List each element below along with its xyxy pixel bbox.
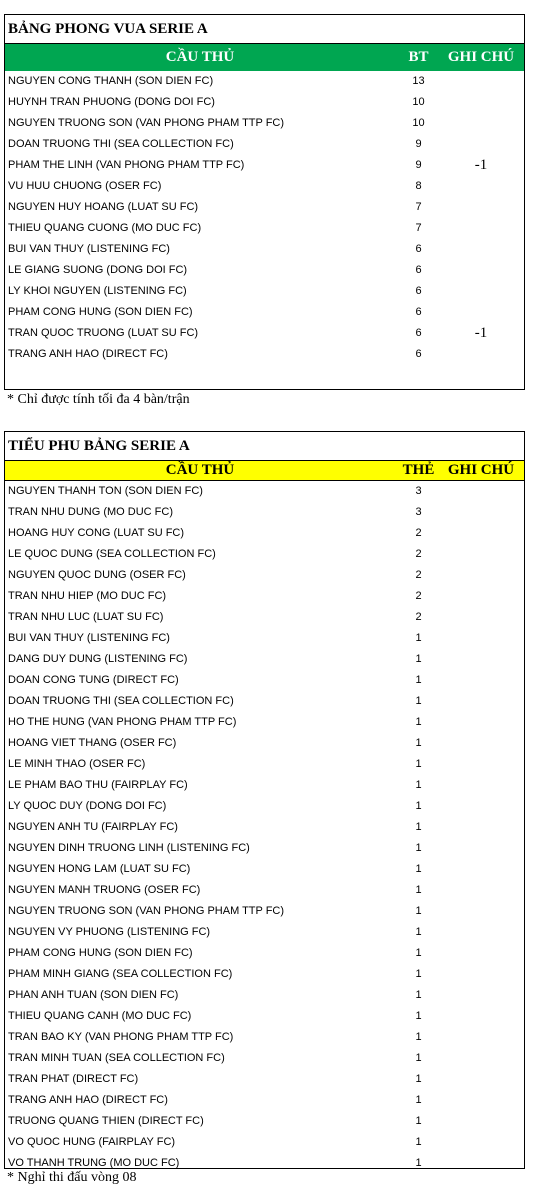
table-row: [5, 964, 524, 985]
value-cell: 1: [415, 947, 422, 959]
note-cell: [442, 218, 524, 239]
table-row: [5, 985, 524, 1006]
table-row: [5, 239, 524, 260]
value-cell: 1: [415, 1031, 422, 1043]
player-cell: NGUYEN TRUONG SON (VAN PHONG PHAM TTP FC): [8, 905, 285, 917]
value-cell: 1: [415, 632, 422, 644]
header-goals: BT: [408, 49, 429, 65]
value-cell: 1: [415, 1094, 422, 1106]
player-cell: TRUONG QUANG THIEN (DIRECT FC): [8, 1115, 204, 1127]
player-cell: DOAN CONG TUNG (DIRECT FC): [8, 674, 179, 686]
table-row: [5, 796, 524, 817]
table-row: [5, 1069, 524, 1090]
table-row: [5, 649, 524, 670]
note-cell: [442, 943, 524, 964]
player-cell: VO QUOC HUNG (FAIRPLAY FC): [8, 1136, 176, 1148]
player-cell: DOAN TRUONG THI (SEA COLLECTION FC): [8, 138, 234, 150]
table-row: [5, 859, 524, 880]
value-cell: 2: [415, 611, 422, 623]
table-row: [5, 71, 524, 92]
table-row: [5, 344, 524, 365]
player-cell: NGUYEN HONG LAM (LUAT SU FC): [8, 863, 191, 875]
value-cell: 1: [415, 779, 422, 791]
value-cell: 1: [415, 884, 422, 896]
value-cell: 1: [415, 1010, 422, 1022]
player-cell: TRAN BAO KY (VAN PHONG PHAM TTP FC): [8, 1031, 234, 1043]
top-scorers-table: [4, 14, 525, 390]
player-cell: NGUYEN THANH TON (SON DIEN FC): [8, 485, 203, 497]
top-scorers-header-row: [5, 44, 524, 71]
note-cell: [442, 344, 524, 365]
cards-rows: [5, 481, 524, 1174]
note-cell: [442, 1090, 524, 1111]
player-cell: NGUYEN DINH TRUONG LINH (LISTENING FC): [8, 842, 250, 854]
value-cell: 1: [415, 737, 422, 749]
note-cell: [442, 1069, 524, 1090]
note-cell: [442, 134, 524, 155]
note-cell: [442, 838, 524, 859]
table-row: [5, 502, 524, 523]
player-cell: HO THE HUNG (VAN PHONG PHAM TTP FC): [8, 716, 237, 728]
value-cell: 2: [415, 569, 422, 581]
note-cell: [442, 544, 524, 565]
value-cell: 1: [415, 842, 422, 854]
table-row: [5, 838, 524, 859]
value-cell: 2: [415, 548, 422, 560]
value-cell: 7: [415, 222, 422, 234]
player-cell: PHAM MINH GIANG (SEA COLLECTION FC): [8, 968, 233, 980]
note-cell: [442, 481, 524, 502]
table-row: [5, 260, 524, 281]
cards-footnote: * Nghỉ thi đấu vòng 08: [7, 1170, 137, 1185]
note-cell: [442, 901, 524, 922]
player-cell: NGUYEN QUOC DUNG (OSER FC): [8, 569, 186, 581]
table-row: [5, 302, 524, 323]
player-cell: TRAN NHU DUNG (MO DUC FC): [8, 506, 173, 518]
value-cell: 2: [415, 590, 422, 602]
value-cell: 1: [415, 968, 422, 980]
player-cell: LE GIANG SUONG (DONG DOI FC): [8, 264, 188, 276]
cards-header-row: [5, 461, 524, 481]
table-row: [5, 155, 524, 176]
player-cell: DANG DUY DUNG (LISTENING FC): [8, 653, 188, 665]
player-cell: TRANG ANH HAO (DIRECT FC): [8, 348, 168, 360]
cards-table: [4, 431, 525, 1169]
table-row: [5, 523, 524, 544]
value-cell: 13: [412, 75, 425, 87]
player-cell: LE QUOC DUNG (SEA COLLECTION FC): [8, 548, 216, 560]
player-cell: NGUYEN VY PHUONG (LISTENING FC): [8, 926, 211, 938]
note-cell: [442, 523, 524, 544]
note-cell: [442, 502, 524, 523]
table-row: [5, 544, 524, 565]
player-cell: NGUYEN CONG THANH (SON DIEN FC): [8, 75, 214, 87]
table-row: [5, 1048, 524, 1069]
note-cell: [442, 796, 524, 817]
player-cell: NGUYEN MANH TRUONG (OSER FC): [8, 884, 201, 896]
header-note: GHI CHÚ: [447, 49, 515, 65]
value-cell: 1: [415, 863, 422, 875]
note-cell: -1: [474, 157, 488, 173]
table-row: [5, 880, 524, 901]
header-cards: THẺ: [402, 462, 435, 478]
top-scorers-footnote: * Chỉ được tính tối đa 4 bàn/trận: [7, 392, 190, 407]
player-cell: DOAN TRUONG THI (SEA COLLECTION FC): [8, 695, 234, 707]
player-cell: VU HUU CHUONG (OSER FC): [8, 180, 162, 192]
note-cell: [442, 239, 524, 260]
table-row: [5, 586, 524, 607]
table-row: [5, 1111, 524, 1132]
player-cell: NGUYEN HUY HOANG (LUAT SU FC): [8, 201, 199, 213]
player-cell: THIEU QUANG CANH (MO DUC FC): [8, 1010, 192, 1022]
table-row: [5, 92, 524, 113]
table-row: [5, 670, 524, 691]
note-cell: [442, 859, 524, 880]
value-cell: 6: [415, 348, 422, 360]
value-cell: 1: [415, 1157, 422, 1169]
table-row: [5, 218, 524, 239]
note-cell: [442, 691, 524, 712]
note-cell: [442, 92, 524, 113]
note-cell: [442, 1048, 524, 1069]
value-cell: 2: [415, 527, 422, 539]
value-cell: 3: [415, 506, 422, 518]
note-cell: [442, 1027, 524, 1048]
table-row: [5, 733, 524, 754]
value-cell: 3: [415, 485, 422, 497]
table-row: [5, 628, 524, 649]
note-cell: [442, 586, 524, 607]
value-cell: 1: [415, 695, 422, 707]
table-row: [5, 323, 524, 344]
table-row: [5, 1090, 524, 1111]
note-cell: [442, 1132, 524, 1153]
value-cell: 10: [412, 96, 425, 108]
player-cell: THIEU QUANG CUONG (MO DUC FC): [8, 222, 202, 234]
player-cell: PHAM THE LINH (VAN PHONG PHAM TTP FC): [8, 159, 245, 171]
header-player: CẦU THỦ: [165, 49, 235, 65]
value-cell: 1: [415, 1052, 422, 1064]
header-note: GHI CHÚ: [447, 462, 515, 478]
value-cell: 9: [415, 138, 422, 150]
player-cell: TRAN NHU LUC (LUAT SU FC): [8, 611, 164, 623]
table-row: [5, 691, 524, 712]
player-cell: TRAN MINH TUAN (SEA COLLECTION FC): [8, 1052, 225, 1064]
value-cell: 6: [415, 306, 422, 318]
value-cell: 1: [415, 800, 422, 812]
table-row: [5, 901, 524, 922]
player-cell: LY QUOC DUY (DONG DOI FC): [8, 800, 167, 812]
value-cell: 1: [415, 716, 422, 728]
value-cell: 1: [415, 1073, 422, 1085]
value-cell: 1: [415, 1136, 422, 1148]
player-cell: PHAM CONG HUNG (SON DIEN FC): [8, 306, 193, 318]
header-player: CẦU THỦ: [165, 462, 235, 478]
table-row: [5, 754, 524, 775]
top-scorers-rows: [5, 71, 524, 365]
player-cell: NGUYEN ANH TU (FAIRPLAY FC): [8, 821, 178, 833]
table-row: [5, 565, 524, 586]
note-cell: [442, 607, 524, 628]
note-cell: [442, 985, 524, 1006]
table-row: [5, 712, 524, 733]
note-cell: [442, 176, 524, 197]
value-cell: 1: [415, 674, 422, 686]
value-cell: 9: [415, 159, 422, 171]
table-row: [5, 134, 524, 155]
table-row: [5, 775, 524, 796]
note-cell: [442, 964, 524, 985]
table-row: [5, 113, 524, 134]
player-cell: PHAM CONG HUNG (SON DIEN FC): [8, 947, 193, 959]
table-row: [5, 1132, 524, 1153]
value-cell: 1: [415, 905, 422, 917]
note-cell: [442, 817, 524, 838]
player-cell: VO THANH TRUNG (MO DUC FC): [8, 1157, 180, 1169]
player-cell: HOANG HUY CONG (LUAT SU FC): [8, 527, 185, 539]
value-cell: 8: [415, 180, 422, 192]
note-cell: [442, 1006, 524, 1027]
note-cell: [442, 197, 524, 218]
value-cell: 7: [415, 201, 422, 213]
player-cell: LE MINH THAO (OSER FC): [8, 758, 146, 770]
table-row: [5, 922, 524, 943]
note-cell: [442, 281, 524, 302]
note-cell: [442, 649, 524, 670]
note-cell: [442, 565, 524, 586]
player-cell: LY KHOI NGUYEN (LISTENING FC): [8, 285, 187, 297]
value-cell: 10: [412, 117, 425, 129]
player-cell: PHAN ANH TUAN (SON DIEN FC): [8, 989, 179, 1001]
table-row: [5, 481, 524, 502]
note-cell: [442, 880, 524, 901]
value-cell: 1: [415, 821, 422, 833]
note-cell: [442, 754, 524, 775]
table-row: [5, 943, 524, 964]
player-cell: NGUYEN TRUONG SON (VAN PHONG PHAM TTP FC): [8, 117, 285, 129]
player-cell: LE PHAM BAO THU (FAIRPLAY FC): [8, 779, 188, 791]
player-cell: BUI VAN THUY (LISTENING FC): [8, 632, 170, 644]
note-cell: -1: [474, 325, 488, 341]
note-cell: [442, 302, 524, 323]
table-row: [5, 197, 524, 218]
value-cell: 6: [415, 243, 422, 255]
note-cell: [442, 922, 524, 943]
player-cell: TRAN QUOC TRUONG (LUAT SU FC): [8, 327, 199, 339]
value-cell: 1: [415, 926, 422, 938]
value-cell: 1: [415, 758, 422, 770]
note-cell: [442, 733, 524, 754]
note-cell: [442, 1111, 524, 1132]
value-cell: 1: [415, 653, 422, 665]
player-cell: HOANG VIET THANG (OSER FC): [8, 737, 177, 749]
note-cell: [442, 1153, 524, 1174]
value-cell: 6: [415, 264, 422, 276]
player-cell: HUYNH TRAN PHUONG (DONG DOI FC): [8, 96, 215, 108]
note-cell: [442, 71, 524, 92]
value-cell: 6: [415, 327, 422, 339]
table-row: [5, 1006, 524, 1027]
table-row: [5, 607, 524, 628]
note-cell: [442, 260, 524, 281]
player-cell: TRAN PHAT (DIRECT FC): [8, 1073, 139, 1085]
note-cell: [442, 628, 524, 649]
note-cell: [442, 775, 524, 796]
player-cell: TRAN NHU HIEP (MO DUC FC): [8, 590, 167, 602]
value-cell: 1: [415, 989, 422, 1001]
value-cell: 6: [415, 285, 422, 297]
top-scorers-title: BẢNG PHONG VUA SERIE A: [5, 15, 524, 44]
table-row: [5, 176, 524, 197]
player-cell: BUI VAN THUY (LISTENING FC): [8, 243, 170, 255]
table-row: [5, 1027, 524, 1048]
table-row: [5, 281, 524, 302]
note-cell: [442, 670, 524, 691]
value-cell: 1: [415, 1115, 422, 1127]
cards-title: TIỂU PHU BẢNG SERIE A: [5, 432, 524, 461]
note-cell: [442, 113, 524, 134]
table-row: [5, 817, 524, 838]
note-cell: [442, 712, 524, 733]
player-cell: TRANG ANH HAO (DIRECT FC): [8, 1094, 168, 1106]
